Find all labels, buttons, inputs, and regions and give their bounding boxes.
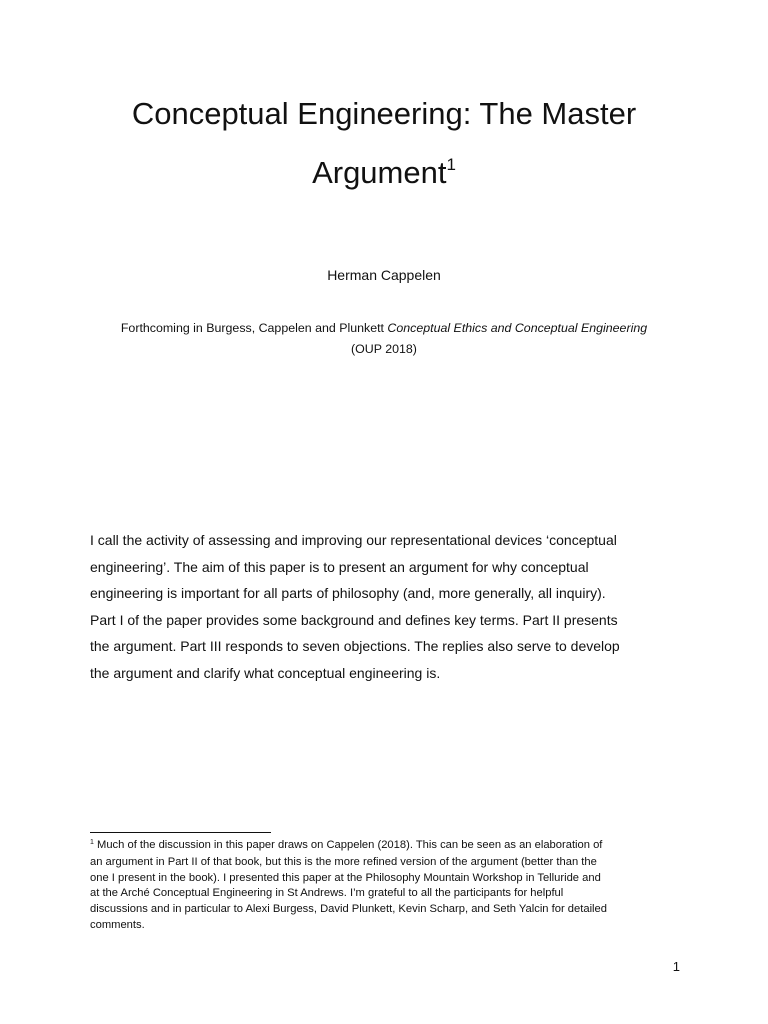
paper-title [0,84,768,207]
footnote-line [90,838,700,855]
publication-line-1 [0,318,768,339]
footnote-marker: 1 [90,839,94,846]
title-line-1: Conceptual Engineering: The Master [131,96,637,131]
abstract-line: the argument. Part III responds to seven objections. The replies also serve to develop [90,638,620,655]
footnote-line: comments. [90,918,145,931]
publication-book-title: Conceptual Ethics and Conceptual Engineering [387,321,648,335]
footnote-line: one I present in the book). I presented this paper at the Philosophy Mountain Workshop in Telluride and [90,871,601,884]
publication-line-2: (OUP 2018) [351,342,417,356]
abstract-line: I call the activity of assessing and improving our representational devices ‘conceptual [90,532,617,548]
publication-prefix: Forthcoming in Burgess, Cappelen and Plunkett [120,321,388,335]
abstract-paragraph [90,527,690,687]
footnote [90,838,700,934]
footnote-line: at the Arché Conceptual Engineering in St Andrews. I’m grateful to all the participants for helpful [90,887,564,900]
title-footnote-marker[interactable]: 1 [446,155,456,174]
author-name: Herman Cappelen [327,267,441,283]
page-number: 1 [672,959,680,974]
footnote-line: discussions and in particular to Alexi Burgess, David Plunkett, Kevin Scharp, and Seth Yalcin for detailed [90,903,607,916]
abstract-line: engineering’. The aim of this paper is to present an argument for why conceptual [90,558,589,575]
abstract-line: the argument and clarify what conceptual engineering is. [90,664,441,681]
footnote-line: an argument in Part II of that book, but this is the more refined version of the argument (better than the [90,855,597,868]
footnote-line-text: Much of the discussion in this paper draws on Cappelen (2018). This can be seen as an elaboration of [93,839,603,851]
title-line-2-text: Argument [312,155,447,190]
title-line-2 [0,143,768,207]
abstract-line: engineering is important for all parts of philosophy (and, more generally, all inquiry). [90,585,606,602]
publication-note [0,318,768,360]
abstract-line: Part I of the paper provides some background and defines key terms. Part II presents [90,611,618,628]
footnote-separator [90,832,271,833]
